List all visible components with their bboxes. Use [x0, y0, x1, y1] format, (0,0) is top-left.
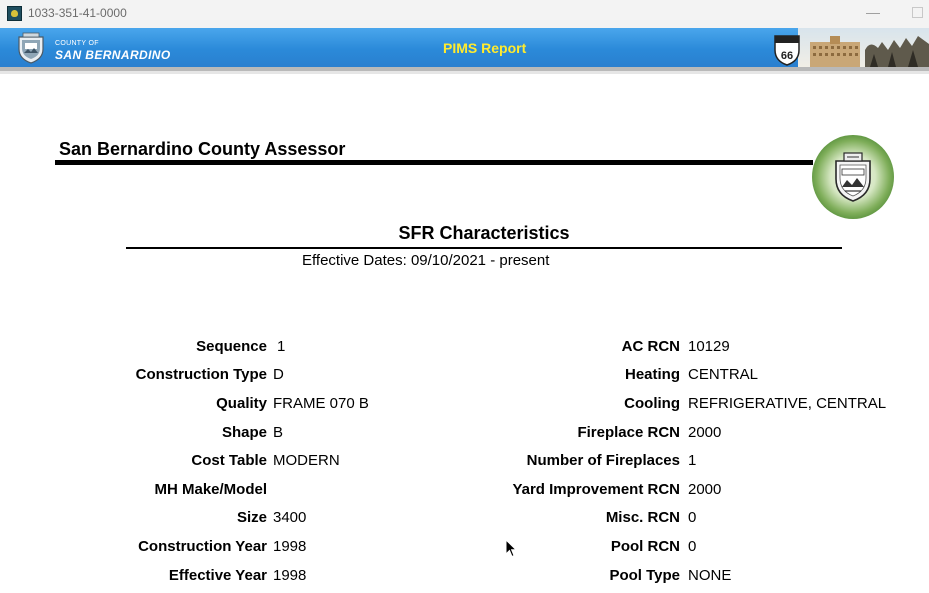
- banner-county-of: COUNTY OF: [55, 40, 99, 47]
- minimize-button[interactable]: —: [866, 4, 880, 20]
- field-value-size: 3400: [273, 509, 307, 526]
- report-seal-emblem: [812, 135, 894, 219]
- field-label-misc-rcn: Misc. RCN: [605, 509, 680, 526]
- field-value-sequence: 1: [277, 338, 286, 355]
- field-label-sequence: Sequence: [196, 338, 267, 355]
- field-value-number-of-fireplaces: 1: [688, 452, 697, 469]
- field-label-number-of-fireplaces: Number of Fireplaces: [526, 452, 680, 469]
- county-seal-icon: [14, 31, 48, 65]
- field-label-size: Size: [236, 509, 267, 526]
- banner-title: PIMS Report: [443, 40, 527, 56]
- field-label-quality: Quality: [216, 395, 267, 412]
- field-value-cooling: REFRIGERATIVE, CENTRAL: [688, 395, 887, 412]
- agency-heading: San Bernardino County Assessor: [59, 139, 346, 159]
- field-label-shape: Shape: [221, 424, 267, 441]
- field-label-fireplace-rcn: Fireplace RCN: [577, 424, 680, 441]
- field-value-yard-improvement-rcn: 2000: [688, 481, 722, 498]
- app-seal-icon: [7, 6, 22, 21]
- field-value-pool-rcn: 0: [688, 538, 697, 555]
- field-label-mh-make-model: MH Make/Model: [154, 481, 267, 498]
- county-seal-icon: [832, 151, 874, 203]
- field-label-ac-rcn: AC RCN: [621, 338, 680, 355]
- field-label-yard-improvement-rcn: Yard Improvement RCN: [512, 481, 680, 498]
- field-label-pool-rcn: Pool RCN: [610, 538, 680, 555]
- maximize-button[interactable]: [912, 7, 923, 18]
- field-value-ac-rcn: 10129: [688, 338, 730, 355]
- effective-dates-label: Effective Dates:: [302, 252, 407, 269]
- section-rule: [126, 247, 842, 249]
- banner-divider-light: [0, 71, 929, 74]
- field-label-cooling: Cooling: [624, 395, 680, 412]
- field-value-shape: B: [273, 424, 284, 441]
- section-title: SFR Characteristics: [398, 223, 570, 243]
- field-value-quality: FRAME 070 B: [273, 395, 369, 412]
- field-value-construction-type: D: [273, 366, 284, 383]
- header-rule: [55, 160, 813, 165]
- effective-dates: [302, 252, 549, 269]
- field-label-heating: Heating: [624, 366, 680, 383]
- field-label-effective-year: Effective Year: [168, 567, 267, 584]
- field-label-pool-type: Pool Type: [609, 567, 680, 584]
- field-label-construction-year: Construction Year: [138, 538, 267, 555]
- field-value-cost-table: MODERN: [273, 452, 340, 469]
- banner-landmarks-image: [770, 28, 929, 67]
- window-titlebar: [0, 0, 929, 28]
- field-label-construction-type: Construction Type: [135, 366, 267, 383]
- field-value-fireplace-rcn: 2000: [688, 424, 722, 441]
- route-66-shield-icon: [775, 36, 799, 65]
- field-label-cost-table: Cost Table: [191, 452, 267, 469]
- field-value-pool-type: NONE: [688, 567, 732, 584]
- mouse-pointer-icon: [505, 539, 517, 558]
- effective-dates-value: 09/10/2021 - present: [410, 252, 550, 269]
- field-value-heating: CENTRAL: [688, 366, 759, 383]
- banner-county-name: SAN BERNARDINO: [55, 48, 171, 62]
- svg-text:66: 66: [780, 50, 794, 62]
- field-value-misc-rcn: 0: [688, 509, 697, 526]
- field-value-effective-year: 1998: [273, 567, 307, 584]
- field-value-construction-year: 1998: [273, 538, 307, 555]
- window-title: 1033-351-41-0000: [28, 6, 127, 20]
